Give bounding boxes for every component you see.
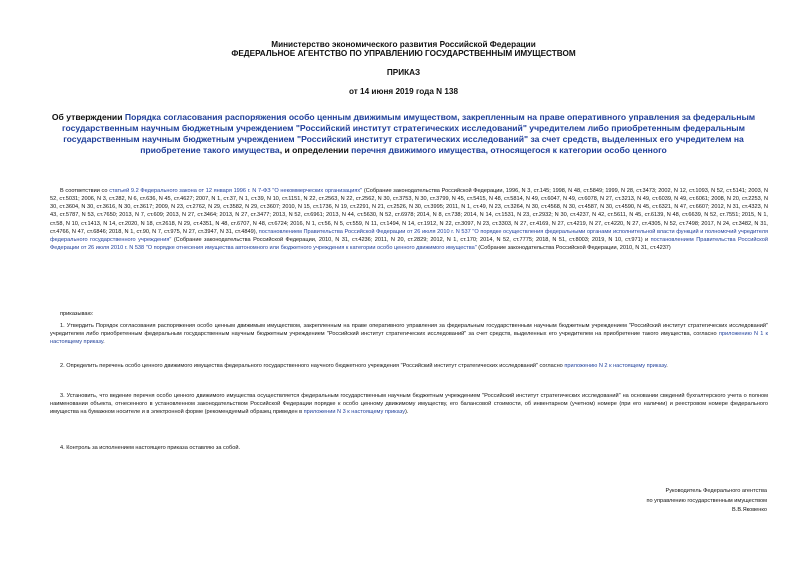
item-text: 3. Установить, что ведение перечня особо ценного движимого имущества осуществляется федеральным государственным научным бюджетным учреждением "Российский институт стратегических исследований" на основании сведений бухгалтерского учета о полном наименовании объекта, отнесенного в установленном законодательством Российской Федерации порядке к особо ценному движимому имуществу, его балансовой стоимости, об инвентарном (учетном) номере (при его наличии) и реестровом номере федерального имущества на бумажном носителе и в электронной форме (рекомендуемый образец приведен в [50,393,768,416]
order-word-text: приказываю: [60,311,94,317]
item-text: . [103,339,105,346]
order-item-1 [50,322,768,346]
order-word [50,310,768,318]
order-item-2 [50,362,768,370]
agency-name: ФЕДЕРАЛЬНОЕ АГЕНТСТВО ПО УПРАВЛЕНИЮ ГОСУДАРСТВЕННЫМ ИМУЩЕСТВОМ [231,49,576,58]
preamble [50,187,768,252]
signature-block [646,487,767,516]
signature-agency: по управлению государственным имуществом [646,497,767,504]
appendix-1-link[interactable]: приложению N 1 к настоящему приказу [50,331,768,346]
document-type: ПРИКАЗ [386,68,421,77]
appendix-2-link[interactable]: приложению N 2 к настоящему приказу [564,363,667,369]
signature-position: Руководитель Федерального агентства [665,488,767,494]
appendix-3-link[interactable]: приложении N 3 к настоящему приказу [303,409,405,416]
order-item-4 [50,444,768,452]
item-text: 1. Утвердить Порядок согласования распоряжения особо ценным движимым имуществом, закрепленным на праве оперативного управления за федеральным государственным научным бюджетным учреждением "Российский институт стратегических исследований" учредителем либо приобретенным федеральным государственным научным бюджетным учреждением "Российский институт стратегических исследований" за счет средств, выделенных его учредителем на приобретение такого имущества, согласно [50,323,768,338]
resolution-537-link[interactable]: постановлением Правительства Российской Федерации от 26 июля 2010 г. N 537 "О порядке осуществления федеральными органами исполнительной власти функций и полномочий учредителя федерального государственного учреждения" [50,228,768,243]
signature-name: В.В.Яковенко [732,507,767,513]
item-text: . [666,363,668,369]
title-link-list[interactable]: перечня движимого имущества, относящегося к категории особо ценного [351,145,667,155]
title-link-procedure[interactable]: Порядка согласования распоряжения особо ценным движимым имуществом, закрепленным на праве оперативного управления за федеральным государственным научным бюджетным учреждением "Российский институт стратегических исследований" учредителем либо приобретенным федеральным государственным научным бюджетным учреждением "Российский институт стратегических исследований" за счет средств, выделенных его учредителем на приобретение такого имущества [62,112,756,155]
item-text: ). [405,409,409,416]
preamble-text: (Собрание законодательства Российской Федерации, 2010, N 31, ст.4236; 2011, N 20, ст.2829; 2012, N 1, ст.170; 2014, N 52, ст.7775; 2018, N 51, ст.8003; 2019, N 10, ст.971) и [171,236,651,243]
preamble-text: (Собрание законодательства Российской Федерации, 2010, N 31, ст.4237) [476,245,671,252]
item-text: 4. Контроль за исполнением настоящего приказа оставляю за собой. [60,445,241,451]
preamble-text: В соответствии со [60,188,110,194]
document-title [44,112,763,156]
preamble-text: (Собрание законодательства Российской Федерации, 1996, N 3, ст.145; 1998, N 48, ст.5849; 1999, N 28, ст.3473; 2002, N 12, ст.1093, N 52, ст.5141; 2003, N 52, ст.5031; 2006, N 3, ст.282, N 6, ст.636, N 45, ст.4627; 2007, N 1, ст.37, N 1, ст.39, N 10, ст.1151, N 22, ст.2563, N 22, ст.2562, N 30, ст.3753, N 30, ст.3799, N 45, ст.5415, N 48, ст.5814, N 49, ст.6047, N 49, ст.6078, N 27, ст.3213, N 49, ст.6039, N 49, ст.6061; 2008, N 20, ст.2253, N 30, ст.3604, N 30, ст.3616, N 30, ст.3617; 2009, N 23, ст.2762, N 29, ст.3582, N 29, ст.3607; 2010, N 15, ст.1736, N 19, ст.2291, N 21, ст.2526, N 30, ст.3995; 2011, N 1, ст.49, N 23, ст.3264, N 30, ст.4568, N 30, ст.4587, N 30, ст.4590, N 45, ст.6321, N 47, ст.6607; 2012, N 31, ст.4323, N 43, ст.5787, N 53, ст.7650; 2013, N 7, ст.609; 2013, N 27, ст.3464; 2013, N 27, ст.3477; 2013, N 52, ст.6961; 2013, N 44, ст.5630, N 52, ст.6978; 2014, N 8, ст.738; 2014, N 14, ст.1531, N 23, ст.2932; N 30, ст.4237, N 42, ст.5611, N 45, ст.6139, N 48, ст.6639, N 52, ст.7551; 2015, N 1, ст.58, N 10, ст.1413, N 14, ст.2020, N 18, ст.2618, N 29, ст.4351, N 48, ст.6707, N 48, ст.6724; 2016, N 1, ст.56, N 5, ст.559, N 11, ст.1494, N 14, ст.1912, N 22, ст.3097, N 23, ст.3303, N 27, ст.4169, N 27, ст.4219, N 27, ст.4220, N 27, ст.4305, N 52, ст.7498; 2017, N 24, ст.3482, N 31, ст.4766, N 47, ст.6846; 2018, N 1, ст.90, N 7, ст.975, N 27, ст.3947, N 31, ст.4849), [50,188,768,235]
ministry-name: Министерство экономического развития Российской Федерации [271,40,536,49]
item-text: 2. Определить перечень особо ценного движимого имущества федерального государственного научного бюджетного учреждения "Российский институт стратегических исследований" согласно [60,363,565,369]
resolution-538-link[interactable]: постановлением Правительства Российской Федерации от 26 июля 2010 г. N 538 "О порядке отнесения имущества автономного или бюджетного учреждения к категории особо ценного движимого имущества" [50,236,768,252]
title-text: , и определении [279,145,352,155]
document-date-number: от 14 июня 2019 года N 138 [348,87,459,96]
law-link[interactable]: статьей 9.2 Федерального закона от 12 января 1996 г. N 7-ФЗ "О некоммерческих организациях" [109,188,363,194]
order-item-3 [50,392,768,416]
title-text: Об утверждении [51,112,125,122]
